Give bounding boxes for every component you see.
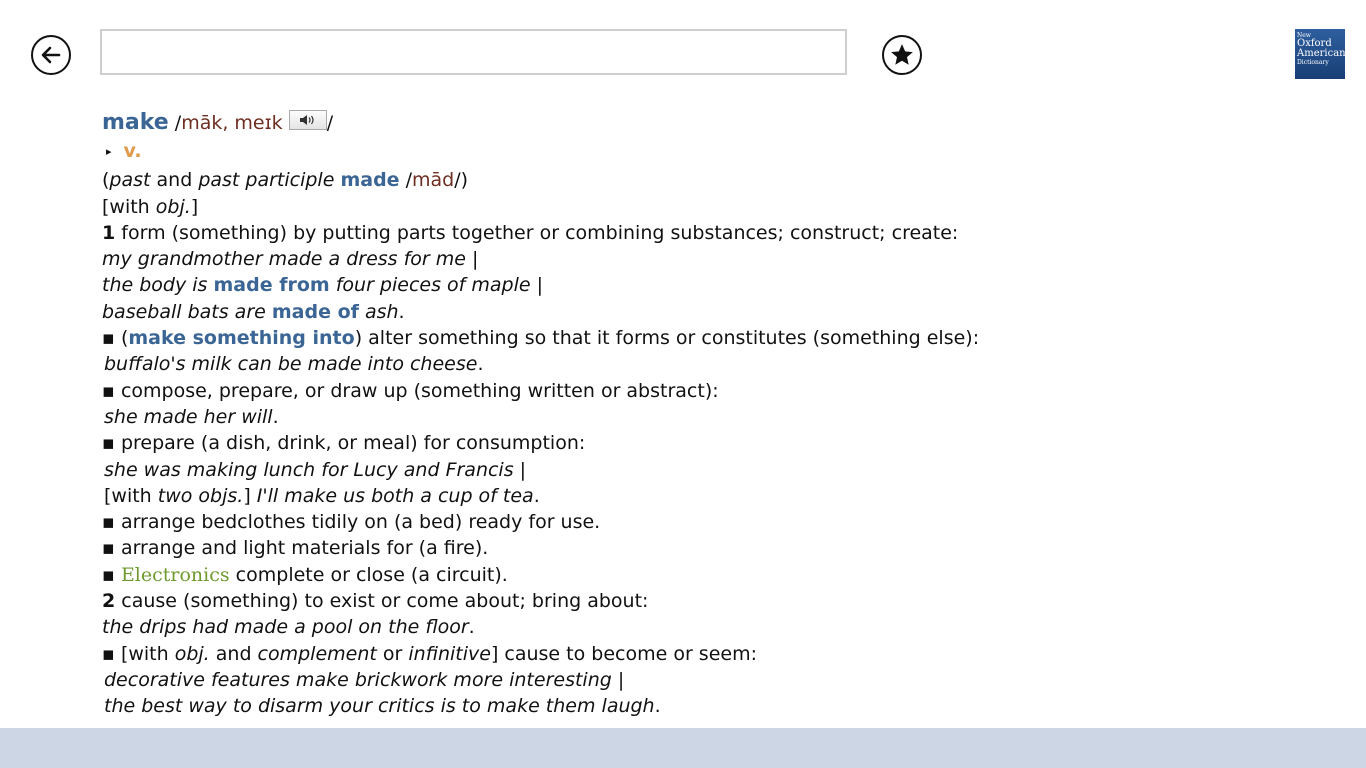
dictionary-entry <box>102 108 1002 720</box>
star-icon <box>889 42 915 68</box>
example: the best way to disarm your critics is to make them laugh. <box>104 695 661 718</box>
subsense: ▪ [with obj. and complement or infinitive] cause to become or seem: <box>102 642 757 665</box>
example: [with two objs.] I'll make us both a cup of tea. <box>104 484 540 507</box>
example: she was making lunch for Lucy and Francis | <box>104 458 527 481</box>
inflection-line: (past and past participle made /mād/) <box>102 169 469 192</box>
example: the drips had made a pool on the floor. <box>102 616 475 639</box>
back-arrow-icon <box>39 43 63 67</box>
example: buffalo's milk can be made into cheese. <box>104 353 484 376</box>
pronunciation: māk, meɪk <box>181 112 283 134</box>
subject-label: Electronics <box>120 563 230 586</box>
sense-1: 1 form (something) by putting parts together or combining substances; construct; create: <box>102 221 959 244</box>
part-of-speech-line <box>102 138 1002 165</box>
audio-button[interactable] <box>289 110 327 130</box>
part-of-speech: v. <box>123 140 142 162</box>
example: she made her will. <box>104 405 279 428</box>
example: my grandmother made a dress for me | <box>102 248 479 271</box>
example: the body is made from four pieces of maple | <box>102 274 544 297</box>
oxford-dictionary-logo[interactable]: New Oxford American Dictionary <box>1295 29 1345 79</box>
example: decorative features make brickwork more interesting | <box>104 668 625 691</box>
back-button[interactable] <box>31 35 71 75</box>
subsense: ▪ Electronics complete or close (a circuit). <box>102 563 508 586</box>
example: baseball bats are made of ash. <box>102 300 405 323</box>
collapse-triangle-icon[interactable]: ▸ <box>106 145 112 158</box>
sense-2: 2 cause (something) to exist or come about; bring about: <box>102 590 649 613</box>
favorite-button[interactable] <box>882 35 922 75</box>
search-input[interactable] <box>100 29 847 75</box>
subsense: ▪ arrange bedclothes tidily on (a bed) ready for use. <box>102 511 601 534</box>
headword-line: make /māk, meɪk / <box>102 110 334 135</box>
subsense: ▪ arrange and light materials for (a fire). <box>102 537 489 560</box>
subsense: ▪ prepare (a dish, drink, or meal) for consumption: <box>102 432 586 455</box>
grammar-note: [with obj.] <box>102 195 199 218</box>
app-bar[interactable] <box>0 728 1366 768</box>
speaker-icon <box>298 114 318 126</box>
subsense: ▪ (make something into) alter something so that it forms or constitutes (something else): <box>102 327 980 350</box>
headword: make <box>102 110 169 135</box>
subsense: ▪ compose, prepare, or draw up (something written or abstract): <box>102 379 719 402</box>
